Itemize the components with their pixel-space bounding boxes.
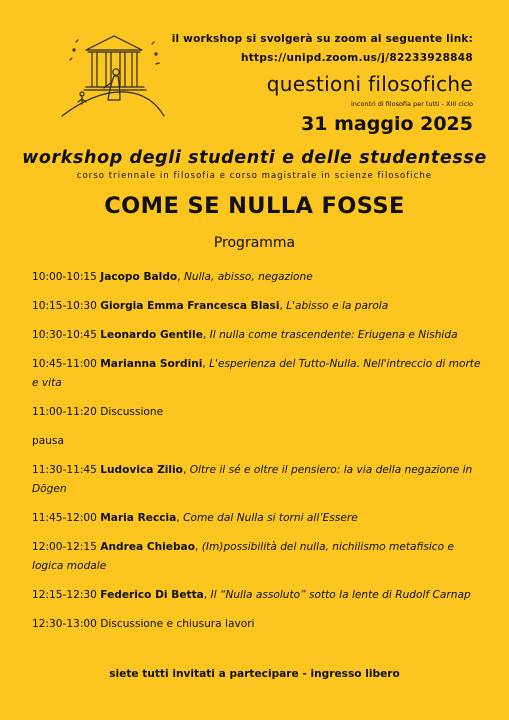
- item-talk: Il “Nulla assoluto” sotto la lente di Rudolf Carnap: [210, 589, 471, 601]
- series-title: questioni filosofiche: [266, 72, 473, 96]
- item-talk: Oltre il sé e oltre il pensiero: la via della negazione in Dōgen: [32, 464, 473, 495]
- item-speaker: Jacopo Baldo: [100, 271, 178, 283]
- item-speaker: Maria Reccia: [100, 512, 177, 524]
- item-speaker: Giorgia Emma Francesca Blasi: [100, 300, 280, 312]
- item-sep: ,: [194, 541, 202, 553]
- item-speaker: Andrea Chiebao: [100, 541, 195, 553]
- item-plain: Discussione: [100, 406, 164, 418]
- program-item: [32, 509, 482, 528]
- program-item: [32, 297, 482, 316]
- invite-footer: siete tutti invitati a partecipare - ingresso libero: [109, 668, 400, 680]
- item-speaker: Marianna Sordini: [100, 358, 203, 370]
- item-time: 12:00-12:15: [32, 541, 97, 553]
- program-item: [32, 615, 482, 634]
- zoom-link[interactable]: https://unipd.zoom.us/j/82233928848: [240, 52, 473, 64]
- program-item: [32, 586, 482, 605]
- item-plain: Discussione e chiusura lavori: [100, 618, 255, 630]
- item-time: 10:45-11:00: [32, 358, 97, 370]
- program-heading: Programma: [213, 235, 296, 251]
- item-sep: ,: [202, 358, 210, 370]
- item-talk: Nulla, abisso, negazione: [183, 271, 313, 283]
- workshop-heading: workshop degli studenti e delle studentesse: [22, 148, 487, 168]
- courses-subheading: corso triennale in filosofia e corso magistrale in scienze filosofiche: [76, 170, 433, 180]
- program-item: [32, 538, 482, 576]
- event-title: COME SE NULLA FOSSE: [104, 193, 405, 219]
- item-talk: Il nulla come trascendente: Eriugena e Nishida: [209, 329, 458, 341]
- item-time: 11:30-11:45: [32, 464, 97, 476]
- event-date: 31 maggio 2025: [301, 113, 473, 135]
- item-time: 11:00-11:20: [32, 406, 97, 418]
- item-sep: ,: [202, 329, 210, 341]
- zoom-intro-text: il workshop si svolgerà su zoom al seguente link:: [171, 33, 473, 45]
- item-sep: ,: [203, 589, 211, 601]
- series-subtitle: incontri di filosofia per tutti - XIII ciclo: [351, 100, 473, 108]
- item-talk: L'abisso e la parola: [286, 300, 389, 312]
- program-list: [32, 268, 482, 644]
- item-sep: ,: [182, 464, 190, 476]
- temple-logo-icon: [56, 30, 168, 120]
- item-sep: ,: [176, 512, 184, 524]
- item-time: 10:30-10:45: [32, 329, 97, 341]
- item-talk: Come dal Nulla si torni all’Essere: [183, 512, 358, 524]
- item-talk: L'esperienza del Tutto-Nulla. Nell'intreccio di morte e vita: [32, 358, 481, 389]
- item-sep: ,: [279, 300, 287, 312]
- item-speaker: Ludovica Zilio: [100, 464, 183, 476]
- item-talk: (Im)possibilità del nulla, nichilismo metafisico e logica modale: [32, 541, 454, 572]
- item-time: 10:00-10:15: [32, 271, 97, 283]
- item-speaker: Leonardo Gentile: [100, 329, 203, 341]
- item-time: 12:30-13:00: [32, 618, 97, 630]
- item-time: 10:15-10:30: [32, 300, 97, 312]
- program-item: [32, 268, 482, 287]
- item-time: 12:15-12:30: [32, 589, 97, 601]
- program-item: [32, 326, 482, 345]
- program-item: [32, 461, 482, 499]
- program-item: [32, 355, 482, 393]
- program-item: [32, 403, 482, 422]
- item-plain: pausa: [32, 435, 64, 447]
- item-sep: ,: [177, 271, 184, 283]
- item-speaker: Federico Di Betta: [100, 589, 204, 601]
- item-time: 11:45-12:00: [32, 512, 97, 524]
- program-item: [32, 432, 482, 451]
